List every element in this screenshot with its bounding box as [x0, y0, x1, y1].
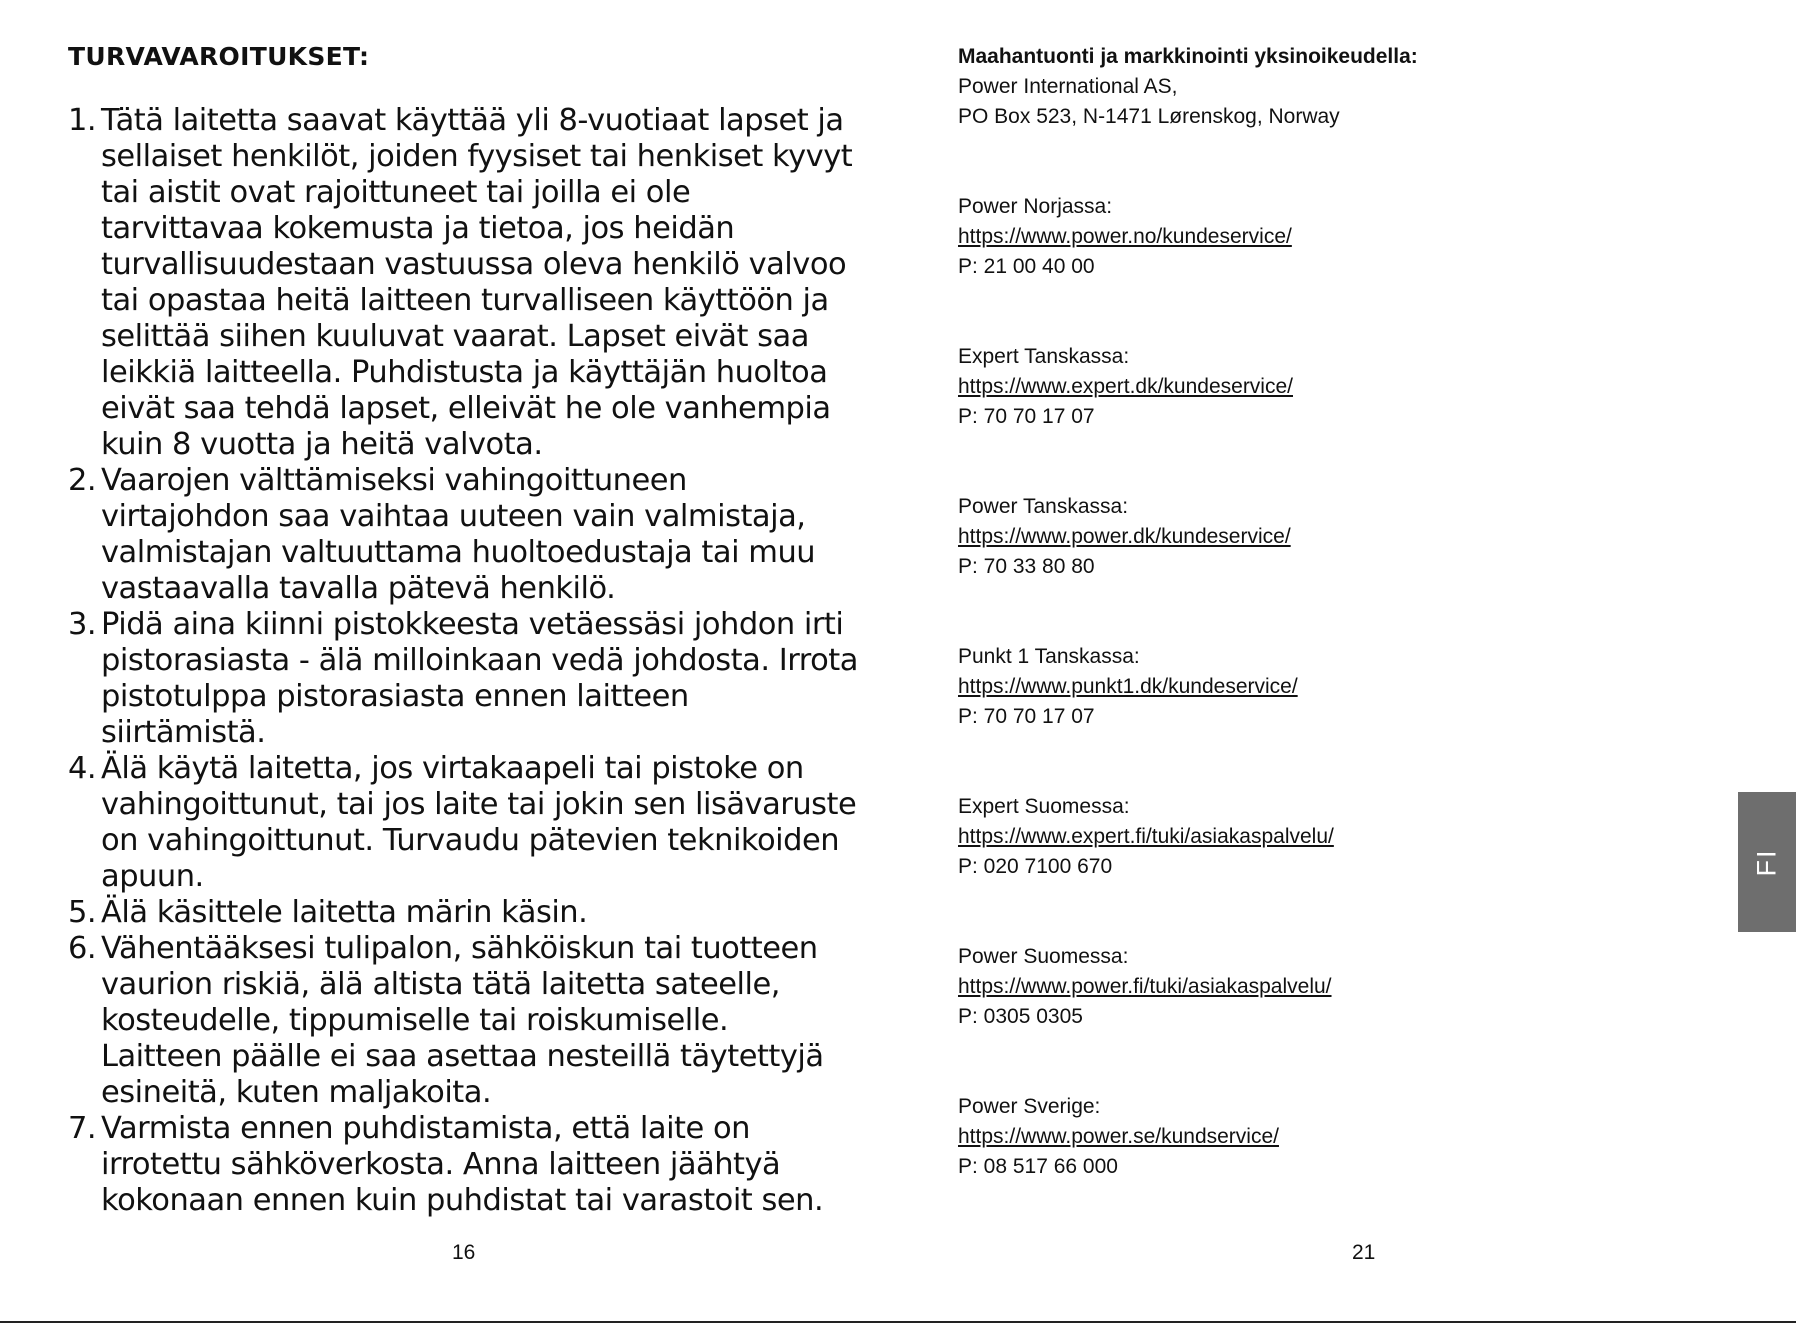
item-text: Varmista ennen puhdistamista, että laite on irrotettu sähköverkosta. Anna laitteen jäähtyä kokonaan ennen kuin puhdistat tai varastoit sen.: [101, 1111, 824, 1218]
importer-title: Maahantuonti ja markkinointi yksinoikeudella:: [958, 45, 1418, 68]
safety-instructions-list: [68, 103, 858, 1219]
contact-link[interactable]: https://www.power.se/kundservice/: [958, 1125, 1279, 1148]
contact-phone: P: 08 517 66 000: [958, 1155, 1118, 1178]
contact-link[interactable]: https://www.power.dk/kundeservice/: [958, 525, 1291, 548]
list-item: [68, 1111, 858, 1219]
contact-section: [958, 42, 1578, 1182]
list-item: [68, 463, 858, 607]
contact-phone: P: 020 7100 670: [958, 855, 1113, 878]
importer-address: PO Box 523, N-1471 Lørenskog, Norway: [958, 105, 1340, 128]
contact-power-norway: [958, 192, 1578, 282]
contact-name: Expert Suomessa:: [958, 795, 1130, 818]
list-item: [68, 751, 858, 895]
language-tab: [1738, 792, 1796, 932]
contact-name: Expert Tanskassa:: [958, 345, 1130, 368]
contact-name: Punkt 1 Tanskassa:: [958, 645, 1140, 668]
list-item: [68, 103, 858, 463]
contact-link[interactable]: https://www.power.no/kundeservice/: [958, 225, 1292, 248]
item-number: 5.: [68, 895, 97, 930]
contact-punkt1-denmark: [958, 642, 1578, 732]
contact-name: Power Sverige:: [958, 1095, 1101, 1118]
item-number: 4.: [68, 751, 97, 786]
safety-heading: TURVAVAROITUKSET:: [68, 42, 370, 71]
contact-phone: P: 70 70 17 07: [958, 405, 1095, 428]
contact-link[interactable]: https://www.expert.dk/kundeservice/: [958, 375, 1293, 398]
contact-name: Power Norjassa:: [958, 195, 1113, 218]
contact-phone: P: 70 70 17 07: [958, 705, 1095, 728]
contact-power-denmark: [958, 492, 1578, 582]
importer-company: Power International AS,: [958, 75, 1178, 98]
contact-phone: P: 70 33 80 80: [958, 555, 1095, 578]
item-text: Pidä aina kiinni pistokkeesta vetäessäsi johdon irti pistorasiasta - älä milloinkaan vedä johdosta. Irrota pistotulppa pistorasiasta ennen laitteen siirtämistä.: [101, 607, 858, 750]
contact-expert-denmark: [958, 342, 1578, 432]
list-item: [68, 895, 858, 931]
bottom-divider: [0, 1321, 1796, 1323]
page-number-left: 16: [452, 1241, 476, 1264]
language-tab-label: FI: [1751, 848, 1782, 876]
contact-expert-finland: [958, 792, 1578, 882]
contact-link[interactable]: https://www.expert.fi/tuki/asiakaspalvelu/: [958, 825, 1334, 848]
item-number: 7.: [68, 1111, 97, 1146]
contact-phone: P: 21 00 40 00: [958, 255, 1095, 278]
item-number: 3.: [68, 607, 97, 642]
contact-phone: P: 0305 0305: [958, 1005, 1083, 1028]
item-number: 1.: [68, 103, 97, 138]
item-text: Älä käsittele laitetta märin käsin.: [101, 895, 588, 930]
list-item: [68, 607, 858, 751]
item-text: Tätä laitetta saavat käyttää yli 8-vuotiaat lapset ja sellaiset henkilöt, joiden fyysiset tai henkiset kyvyt tai aistit ovat rajoittuneet tai joilla ei ole tarvittavaa kokemusta ja tietoa, jos heidän turvallisuudestaan vastuussa oleva henkilö valvoo tai opastaa heitä laitteen turvalliseen käyttöön ja selittää siihen kuuluvat vaarat. Lapset eivät saa leikkiä laitteella. Puhdistusta ja käyttäjän huoltoa eivät saa tehdä lapset, elleivät he ole vanhempia kuin 8 vuotta ja heitä valvota.: [101, 103, 853, 462]
item-number: 2.: [68, 463, 97, 498]
list-item: [68, 931, 858, 1111]
contact-name: Power Tanskassa:: [958, 495, 1129, 518]
contact-power-sweden: [958, 1092, 1578, 1182]
contact-power-finland: [958, 942, 1578, 1032]
contact-name: Power Suomessa:: [958, 945, 1129, 968]
item-number: 6.: [68, 931, 97, 966]
importer-block: [958, 42, 1578, 132]
page-number-right: 21: [1352, 1241, 1376, 1264]
item-text: Vaarojen välttämiseksi vahingoittuneen virtajohdon saa vaihtaa uuteen vain valmistaja, valmistajan valtuuttama huoltoedustaja tai muu vastaavalla tavalla pätevä henkilö.: [101, 463, 816, 606]
item-text: Vähentääksesi tulipalon, sähköiskun tai tuotteen vaurion riskiä, älä altista tätä laitetta sateelle, kosteudelle, tippumiselle tai roiskumiselle. Laitteen päälle ei saa asettaa nesteillä täytettyjä esineitä, kuten maljakoita.: [101, 931, 824, 1110]
item-text: Älä käytä laitetta, jos virtakaapeli tai pistoke on vahingoittunut, tai jos laite tai jokin sen lisävaruste on vahingoittunut. Turvaudu pätevien teknikoiden apuun.: [101, 751, 857, 894]
contact-link[interactable]: https://www.punkt1.dk/kundeservice/: [958, 675, 1298, 698]
contact-link[interactable]: https://www.power.fi/tuki/asiakaspalvelu/: [958, 975, 1332, 998]
